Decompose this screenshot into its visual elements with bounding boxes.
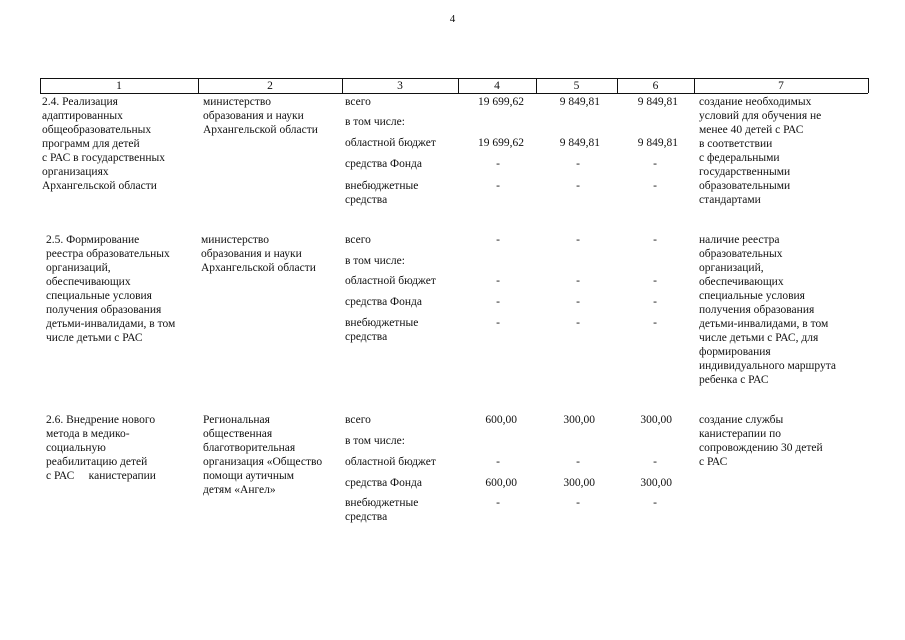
result-line: сопровождению 30 детей [699,442,823,454]
executor-line: Региональная [203,414,270,426]
executor-line: общественная [203,428,273,440]
measure-line: детьми-инвалидами, в том [46,318,176,330]
executor-line: помощи аутичным [203,470,294,482]
funding-label-regional: областной бюджет [345,137,436,149]
measure-line: реабилитацию детей [46,456,148,468]
offbudget-value: - [653,180,657,192]
column-header-5: 5 [573,80,580,92]
column-header-1: 1 [116,80,122,92]
total-value: 600,00 [485,414,517,426]
column-header-4: 4 [494,80,500,92]
executor-line: министерство [201,234,269,246]
result-line: стандартами [699,194,761,206]
fund-value: - [576,296,580,308]
column-header-2: 2 [267,80,273,92]
result-line: индивидуального маршрута [699,360,837,372]
funding-label-offbudget: внебюджетные [345,317,419,329]
funding-label-including: в том числе: [345,255,405,267]
total-value: - [496,234,500,246]
funding-label-including: в том числе: [345,435,405,447]
measure-line: реестра образовательных [46,248,170,260]
funding-label-fund: средства Фонда [345,158,422,170]
result-line: с РАС [699,456,728,468]
total-value: 300,00 [563,414,595,426]
executor-line: образования и науки [203,110,304,122]
fund-value: - [653,296,657,308]
fund-value: 300,00 [563,477,595,489]
funding-label-total: всего [345,96,371,108]
result-line: наличие реестра [699,234,780,246]
funding-label-regional: областной бюджет [345,275,436,287]
regional-value: - [496,275,500,287]
result-line: организаций, [699,262,764,274]
regional-value: - [576,275,580,287]
measure-line: социальную [46,442,106,454]
measure-line: метода в медико- [46,428,130,440]
total-value: 19 699,62 [478,96,524,108]
table-header-bottom-border [40,93,868,94]
executor-line: детям «Ангел» [203,484,276,496]
fund-value: - [576,158,580,170]
funding-label-offbudget: внебюджетные [345,180,419,192]
executor-line: организация «Общество [203,456,323,468]
result-line: ребенка с РАС [699,374,769,386]
measure-line: с РАС в государственных [42,152,166,164]
column-header-6: 6 [652,80,659,92]
measure-line: программ для детей [42,138,140,150]
result-line: получения образования [699,304,815,316]
offbudget-value: - [653,317,657,329]
result-line: государственными [699,166,791,178]
executor-line: образования и науки [201,248,302,260]
page-number: 4 [449,13,456,25]
measure-line: организациях [42,166,109,178]
measure-line: организаций, [46,262,111,274]
offbudget-value: - [576,317,580,329]
total-value: 300,00 [640,414,672,426]
funding-label-including: в том числе: [345,116,405,128]
funding-label-offbudget: средства [345,331,388,343]
funding-label-offbudget: средства [345,511,388,523]
result-line: менее 40 детей с РАС [699,124,804,136]
total-value: - [653,234,657,246]
measure-line: адаптированных [42,110,123,122]
column-header-3: 3 [397,80,403,92]
measure-line: обеспечивающих [46,276,131,288]
measure-line: общеобразовательных [42,124,152,136]
offbudget-value: - [653,497,657,509]
regional-value: 19 699,62 [478,137,524,149]
measure-line: 2.4. Реализация [42,96,118,108]
executor-line: Архангельской области [203,124,318,136]
funding-label-fund: средства Фонда [345,296,422,308]
funding-label-offbudget: внебюджетные [345,497,419,509]
result-line: в соответствии [699,138,773,150]
measure-line: 2.6. Внедрение нового [46,414,156,426]
offbudget-value: - [496,497,500,509]
executor-line: министерство [203,96,271,108]
regional-value: - [576,456,580,468]
result-line: детьми-инвалидами, в том [699,318,829,330]
measure-line: с РАС канистерапии [46,470,156,482]
total-value: 9 849,81 [637,96,678,108]
measure-line: Архангельской области [42,180,157,192]
result-line: обеспечивающих [699,276,784,288]
measure-line: числе детьми с РАС [46,332,143,344]
regional-value: 9 849,81 [637,137,678,149]
regional-value: 9 849,81 [559,137,600,149]
offbudget-value: - [496,180,500,192]
executor-line: Архангельской области [201,262,316,274]
result-line: создание необходимых [699,96,812,108]
fund-value: - [653,158,657,170]
offbudget-value: - [576,180,580,192]
funding-label-regional: областной бюджет [345,456,436,468]
result-line: формирования [699,346,771,358]
result-line: образовательными [699,180,791,192]
fund-value: 300,00 [640,477,672,489]
measure-line: 2.5. Формирование [46,234,140,246]
fund-value: 600,00 [485,477,517,489]
result-line: числе детьми с РАС, для [699,332,819,344]
regional-value: - [653,275,657,287]
offbudget-value: - [496,317,500,329]
offbudget-value: - [576,497,580,509]
result-line: условий для обучения не [699,110,822,122]
fund-value: - [496,158,500,170]
table-divider [868,78,869,93]
fund-value: - [496,296,500,308]
measure-line: специальные условия [46,290,152,302]
funding-label-total: всего [345,414,371,426]
total-value: 9 849,81 [559,96,600,108]
total-value: - [576,234,580,246]
column-header-7: 7 [778,80,784,92]
result-line: с федеральными [699,152,780,164]
result-line: образовательных [699,248,783,260]
executor-line: благотворительная [203,442,296,454]
funding-label-offbudget: средства [345,194,388,206]
result-line: специальные условия [699,290,805,302]
funding-label-total: всего [345,234,371,246]
regional-value: - [496,456,500,468]
regional-value: - [653,456,657,468]
funding-label-fund: средства Фонда [345,477,422,489]
result-line: создание службы [699,414,784,426]
measure-line: получения образования [46,304,162,316]
result-line: канистерапии по [699,428,782,440]
